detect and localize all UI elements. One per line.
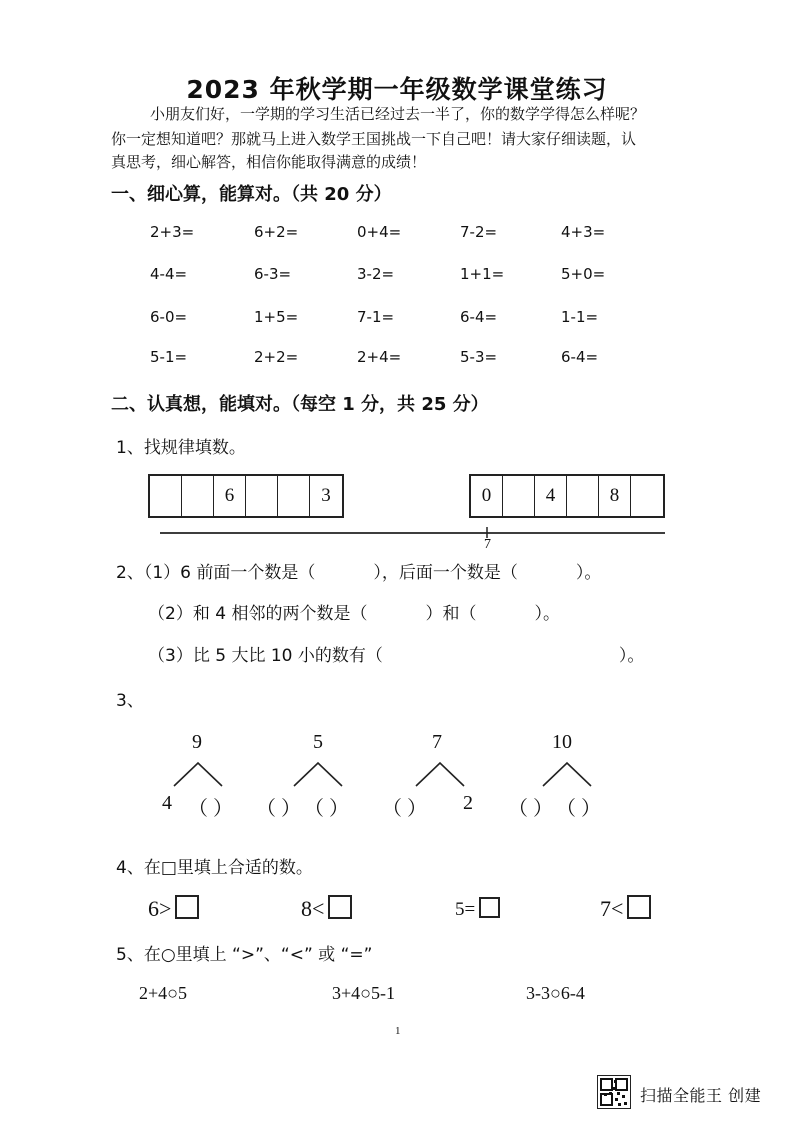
bond-right[interactable]: （ ） <box>556 798 601 820</box>
answer-box[interactable] <box>479 897 500 918</box>
number-line <box>160 524 670 540</box>
q2-part2-text-a: （2）和 4 相邻的两个数是（ <box>148 604 368 624</box>
sequence-right <box>469 474 665 518</box>
compare-item <box>600 895 651 922</box>
bond-branches <box>412 760 468 788</box>
compare-item <box>455 897 500 921</box>
page-title: 2023 年秋学期一年级数学课堂练习 <box>186 75 608 104</box>
calc-item: 0+4= <box>357 223 402 241</box>
q2-part3-text-a: （3）比 5 大比 10 小的数有（ <box>148 646 383 666</box>
calc-item: 1+5= <box>254 308 299 326</box>
q2-part1-text-b: ），后面一个数是（ <box>373 563 518 583</box>
sequence-cell[interactable] <box>503 476 535 516</box>
circle-compare-item[interactable]: 2+4○5 <box>139 983 188 1003</box>
bond-right[interactable]: （ ） <box>188 798 233 820</box>
intro-line-3: 真思考，细心解答，相信你能取得满意的成绩！ <box>111 153 427 171</box>
bond-branches <box>290 760 346 788</box>
calc-item: 7-1= <box>357 308 395 326</box>
calc-item: 5-1= <box>150 348 188 366</box>
compare-expr: 7< <box>600 896 624 921</box>
bond-left[interactable]: （ ） <box>256 798 301 820</box>
answer-box[interactable] <box>627 895 651 919</box>
q2-part2-text-c: ）。 <box>534 604 560 624</box>
q2-part1 <box>116 558 601 583</box>
q2-part2 <box>148 599 560 624</box>
page-number: 1 <box>395 1025 401 1037</box>
sequence-cell[interactable] <box>631 476 663 516</box>
sequence-cell[interactable] <box>278 476 310 516</box>
q5-label: 5、在○里填上 “>”、“<” 或 “=” <box>116 945 373 965</box>
compare-expr: 8< <box>301 896 325 921</box>
qr-code-icon <box>597 1075 631 1109</box>
section2-heading: 二、认真想，能填对。（每空 1 分，共 25 分） <box>111 394 489 415</box>
intro-line-1: 小朋友们好，一学期的学习生活已经过去一半了，你的数学学得怎么样呢？ <box>150 105 646 123</box>
calc-item: 2+4= <box>357 348 402 366</box>
calc-item: 6+2= <box>254 223 299 241</box>
q2-part3-text-b: ）。 <box>618 646 645 666</box>
bond-top: 10 <box>552 731 572 753</box>
sequence-cell[interactable] <box>182 476 214 516</box>
calc-item: 4+3= <box>561 223 606 241</box>
calc-item: 5+0= <box>561 265 606 283</box>
calc-item: 2+2= <box>254 348 299 366</box>
q3-label: 3、 <box>116 691 144 711</box>
number-line-mark: 7 <box>484 537 491 552</box>
compare-expr: 5= <box>455 899 476 920</box>
answer-box[interactable] <box>328 895 352 919</box>
calc-item: 4-4= <box>150 265 188 283</box>
q1-label: 1、找规律填数。 <box>116 438 246 458</box>
calc-item: 5-3= <box>460 348 498 366</box>
calc-item: 6-4= <box>460 308 498 326</box>
bond-right: 2 <box>463 792 473 814</box>
calc-item: 1+1= <box>460 265 505 283</box>
sequence-cell: 4 <box>535 476 567 516</box>
q2-part2-text-b: ）和（ <box>425 604 477 624</box>
sequence-cell: 8 <box>599 476 631 516</box>
calc-item: 6-4= <box>561 348 599 366</box>
circle-compare-item[interactable]: 3-3○6-4 <box>526 983 585 1003</box>
section1-heading: 一、细心算，能算对。（共 20 分） <box>111 184 392 205</box>
bond-top: 7 <box>432 731 442 753</box>
q2-part1-text-a: 2、（1）6 前面一个数是（ <box>116 563 316 583</box>
q2-part1-text-c: ）。 <box>575 563 602 583</box>
calc-item: 6-3= <box>254 265 292 283</box>
sequence-cell: 3 <box>321 485 331 506</box>
calc-item: 6-0= <box>150 308 188 326</box>
calc-item: 1-1= <box>561 308 599 326</box>
calc-item: 2+3= <box>150 223 195 241</box>
intro-line-2: 你一定想知道吧？那就马上进入数学王国挑战一下自己吧！请大家仔细读题，认 <box>111 130 637 148</box>
sequence-cell: 0 <box>471 476 503 516</box>
sequence-cell[interactable] <box>567 476 599 516</box>
calc-item: 3-2= <box>357 265 395 283</box>
bond-branches <box>170 760 226 788</box>
compare-expr: 6> <box>148 896 172 921</box>
answer-box[interactable] <box>175 895 199 919</box>
sequence-cell[interactable] <box>150 476 182 516</box>
sequence-cell: 6 <box>214 476 246 516</box>
bond-right[interactable]: （ ） <box>304 798 349 820</box>
bond-left: 4 <box>162 792 172 814</box>
bond-top: 9 <box>192 731 202 753</box>
sequence-cell[interactable] <box>246 476 278 516</box>
circle-compare-item[interactable]: 3+4○5-1 <box>332 983 396 1003</box>
bond-left[interactable]: （ ） <box>382 798 427 820</box>
q2-part3 <box>148 641 644 666</box>
calc-item: 7-2= <box>460 223 498 241</box>
bond-left[interactable]: （ ） <box>508 798 553 820</box>
bond-branches <box>539 760 595 788</box>
compare-item <box>148 895 199 922</box>
compare-item <box>301 895 352 922</box>
q4-label: 4、在□里填上合适的数。 <box>116 858 313 878</box>
sequence-left <box>148 474 344 518</box>
bond-top: 5 <box>313 731 323 753</box>
footer-brand: 扫描全能王 创建 <box>640 1086 762 1105</box>
